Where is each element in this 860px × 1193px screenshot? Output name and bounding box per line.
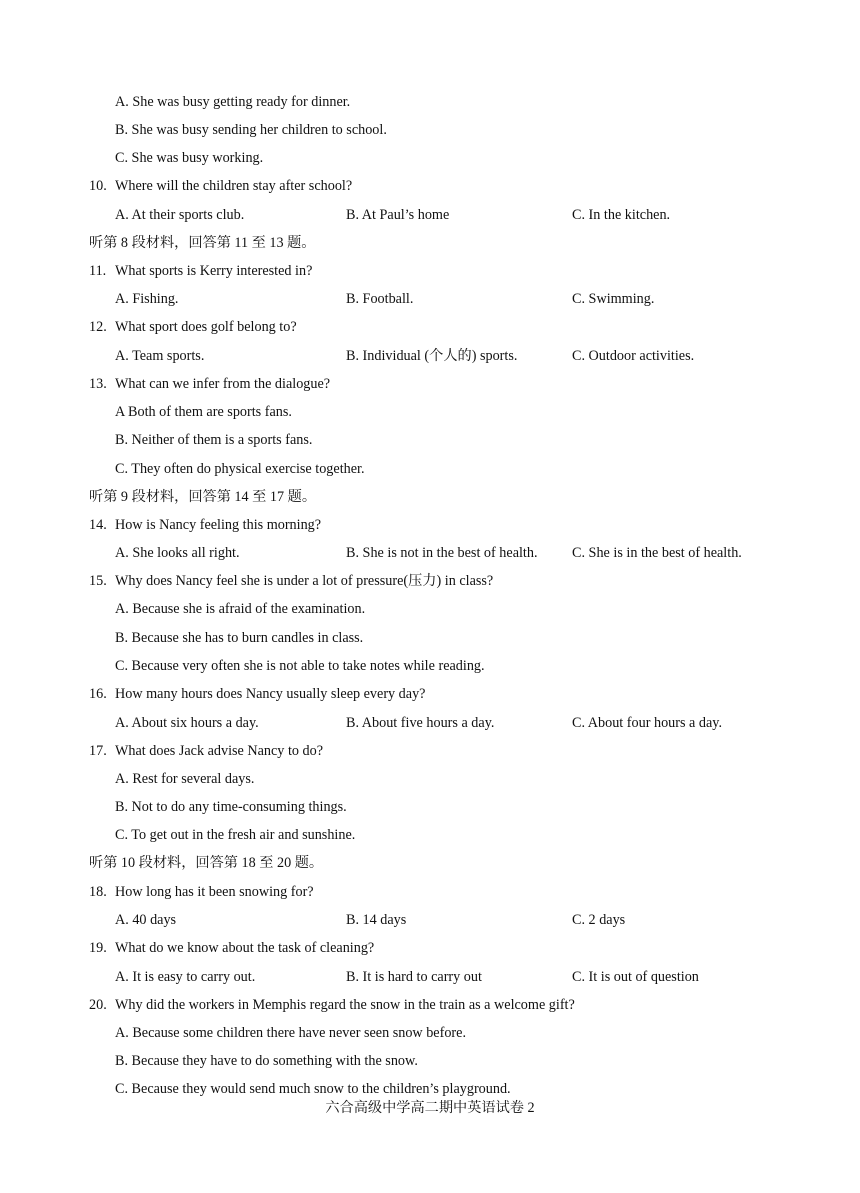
q11-number: 11. [89, 263, 107, 279]
q16-option-a: A. About six hours a day. [115, 715, 259, 731]
q11-text: What sports is Kerry interested in? [115, 263, 313, 279]
q20-option-c: C. Because they would send much snow to the children’s playground. [115, 1081, 511, 1097]
q13-option-c: C. They often do physical exercise together. [115, 461, 365, 477]
q10-option-a: A. At their sports club. [115, 207, 245, 223]
section-9-heading: 听第 9 段材料，回答第 14 至 17 题。 [89, 489, 317, 505]
q14-option-b: B. She is not in the best of health. [346, 545, 538, 561]
q9-option-c: C. She was busy working. [115, 150, 264, 166]
q16-question [89, 685, 425, 703]
q11-option-c: C. Swimming. [572, 291, 655, 307]
q15-option-c: C. Because very often she is not able to take notes while reading. [115, 658, 485, 674]
q20-option-b: B. Because they have to do something with the snow. [115, 1053, 418, 1069]
q19-number: 19. [89, 940, 107, 956]
page-footer: 六合高级中学高二期中英语试卷 2 [325, 1100, 535, 1116]
q20-number: 20. [89, 997, 107, 1013]
q15-number: 15. [89, 573, 107, 589]
q18-option-a: A. 40 days [115, 912, 177, 928]
q10-number: 10. [89, 178, 107, 194]
q12-question [89, 318, 297, 336]
q12-option-b: B. Individual (个人的) sports. [346, 348, 518, 364]
q16-option-b: B. About five hours a day. [346, 715, 495, 731]
q15-text: Why does Nancy feel she is under a lot of pressure(压力) in class? [115, 573, 494, 589]
q12-text: What sport does golf belong to? [115, 319, 297, 335]
q15-option-b: B. Because she has to burn candles in class. [115, 630, 364, 646]
q10-question [89, 177, 352, 195]
q16-text: How many hours does Nancy usually sleep every day? [115, 686, 426, 702]
q9-option-a: A. She was busy getting ready for dinner. [115, 94, 351, 110]
q13-text: What can we infer from the dialogue? [115, 376, 331, 392]
q12-option-a: A. Team sports. [115, 348, 205, 364]
q12-option-c: C. Outdoor activities. [572, 348, 695, 364]
q19-question [89, 939, 374, 957]
q15-question [89, 572, 493, 590]
q16-number: 16. [89, 686, 107, 702]
q20-text: Why did the workers in Memphis regard the snow in the train as a welcome gift? [115, 997, 575, 1013]
q12-number: 12. [89, 319, 107, 335]
q17-text: What does Jack advise Nancy to do? [115, 743, 324, 759]
section-8-heading: 听第 8 段材料，回答第 11 至 13 题。 [89, 235, 316, 251]
q10-text: Where will the children stay after school? [115, 178, 353, 194]
q13-question [89, 375, 330, 393]
q10-option-c: C. In the kitchen. [572, 207, 671, 223]
q20-option-a: A. Because some children there have never seen snow before. [115, 1025, 466, 1041]
q19-option-c: C. It is out of question [572, 969, 699, 985]
q19-option-a: A. It is easy to carry out. [115, 969, 256, 985]
q11-option-b: B. Football. [346, 291, 414, 307]
q14-option-a: A. She looks all right. [115, 545, 240, 561]
q19-text: What do we know about the task of cleaning? [115, 940, 375, 956]
q13-option-a: A Both of them are sports fans. [115, 404, 292, 420]
q14-number: 14. [89, 517, 107, 533]
q18-option-b: B. 14 days [346, 912, 407, 928]
q17-number: 17. [89, 743, 107, 759]
q14-question [89, 516, 321, 534]
q15-option-a: A. Because she is afraid of the examination. [115, 601, 366, 617]
q18-number: 18. [89, 884, 107, 900]
q17-option-b: B. Not to do any time-consuming things. [115, 799, 347, 815]
q10-option-b: B. At Paul’s home [346, 207, 450, 223]
q20-question [89, 996, 575, 1014]
q18-question [89, 883, 314, 901]
q18-text: How long has it been snowing for? [115, 884, 314, 900]
q9-option-b: B. She was busy sending her children to school. [115, 122, 387, 138]
section-10-heading: 听第 10 段材料，回答第 18 至 20 题。 [89, 855, 324, 871]
q16-option-c: C. About four hours a day. [572, 715, 722, 731]
q14-text: How is Nancy feeling this morning? [115, 517, 322, 533]
q17-option-a: A. Rest for several days. [115, 771, 255, 787]
q17-question [89, 742, 323, 760]
q14-option-c: C. She is in the best of health. [572, 545, 742, 561]
q11-question [89, 262, 312, 280]
q13-number: 13. [89, 376, 107, 392]
q11-option-a: A. Fishing. [115, 291, 179, 307]
q13-option-b: B. Neither of them is a sports fans. [115, 432, 313, 448]
q18-option-c: C. 2 days [572, 912, 626, 928]
q17-option-c: C. To get out in the fresh air and sunshine. [115, 827, 356, 843]
q19-option-b: B. It is hard to carry out [346, 969, 482, 985]
